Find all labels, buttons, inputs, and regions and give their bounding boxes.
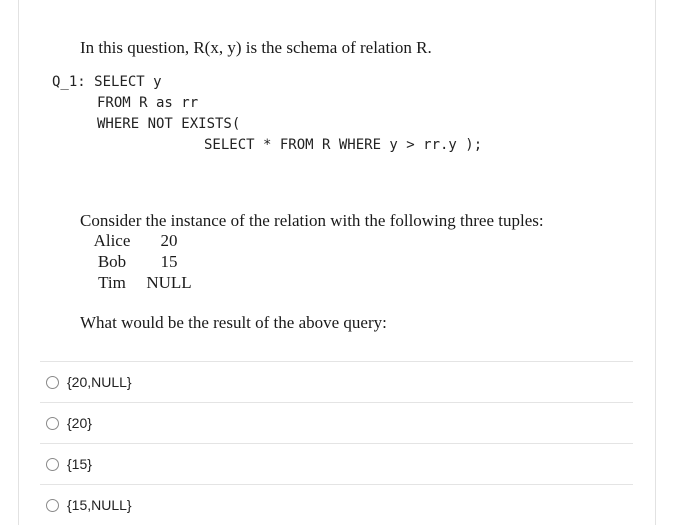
radio-button-icon[interactable] (46, 499, 59, 512)
tuple-value: 15 (160, 252, 178, 271)
query-label: Q_1: (52, 74, 86, 90)
question-prompt: What would be the result of the above query: (80, 313, 387, 332)
tuple-name: Bob (97, 252, 127, 271)
answer-option-4[interactable] (40, 484, 633, 525)
answer-options (40, 361, 633, 525)
table-row (88, 252, 202, 273)
option-label: {20} (67, 415, 92, 431)
option-label: {20,NULL} (67, 374, 132, 390)
query-select: SELECT y (94, 74, 162, 90)
table-row (88, 231, 202, 252)
radio-button-icon[interactable] (46, 376, 59, 389)
query-line-2: FROM R as rr (97, 95, 199, 111)
answer-option-3[interactable] (40, 443, 633, 484)
tuple-value: 20 (160, 231, 178, 250)
query-line-3: WHERE NOT EXISTS( (97, 116, 241, 132)
consider-text: Consider the instance of the relation with the following three tuples: (80, 211, 544, 230)
radio-button-icon[interactable] (46, 417, 59, 430)
option-label: {15} (67, 456, 92, 472)
query-line-1 (52, 74, 162, 90)
tuple-name: Tim (98, 273, 126, 292)
tuple-value: NULL (146, 273, 192, 292)
answer-option-2[interactable] (40, 402, 633, 443)
option-label: {15,NULL} (67, 497, 132, 513)
tuple-name: Alice (93, 231, 131, 250)
question-intro: In this question, R(x, y) is the schema of relation R. (80, 38, 432, 57)
query-line-4: SELECT * FROM R WHERE y > rr.y ); (204, 137, 483, 153)
tuples-table (88, 231, 202, 294)
radio-button-icon[interactable] (46, 458, 59, 471)
table-row (88, 273, 202, 294)
answer-option-1[interactable] (40, 361, 633, 402)
